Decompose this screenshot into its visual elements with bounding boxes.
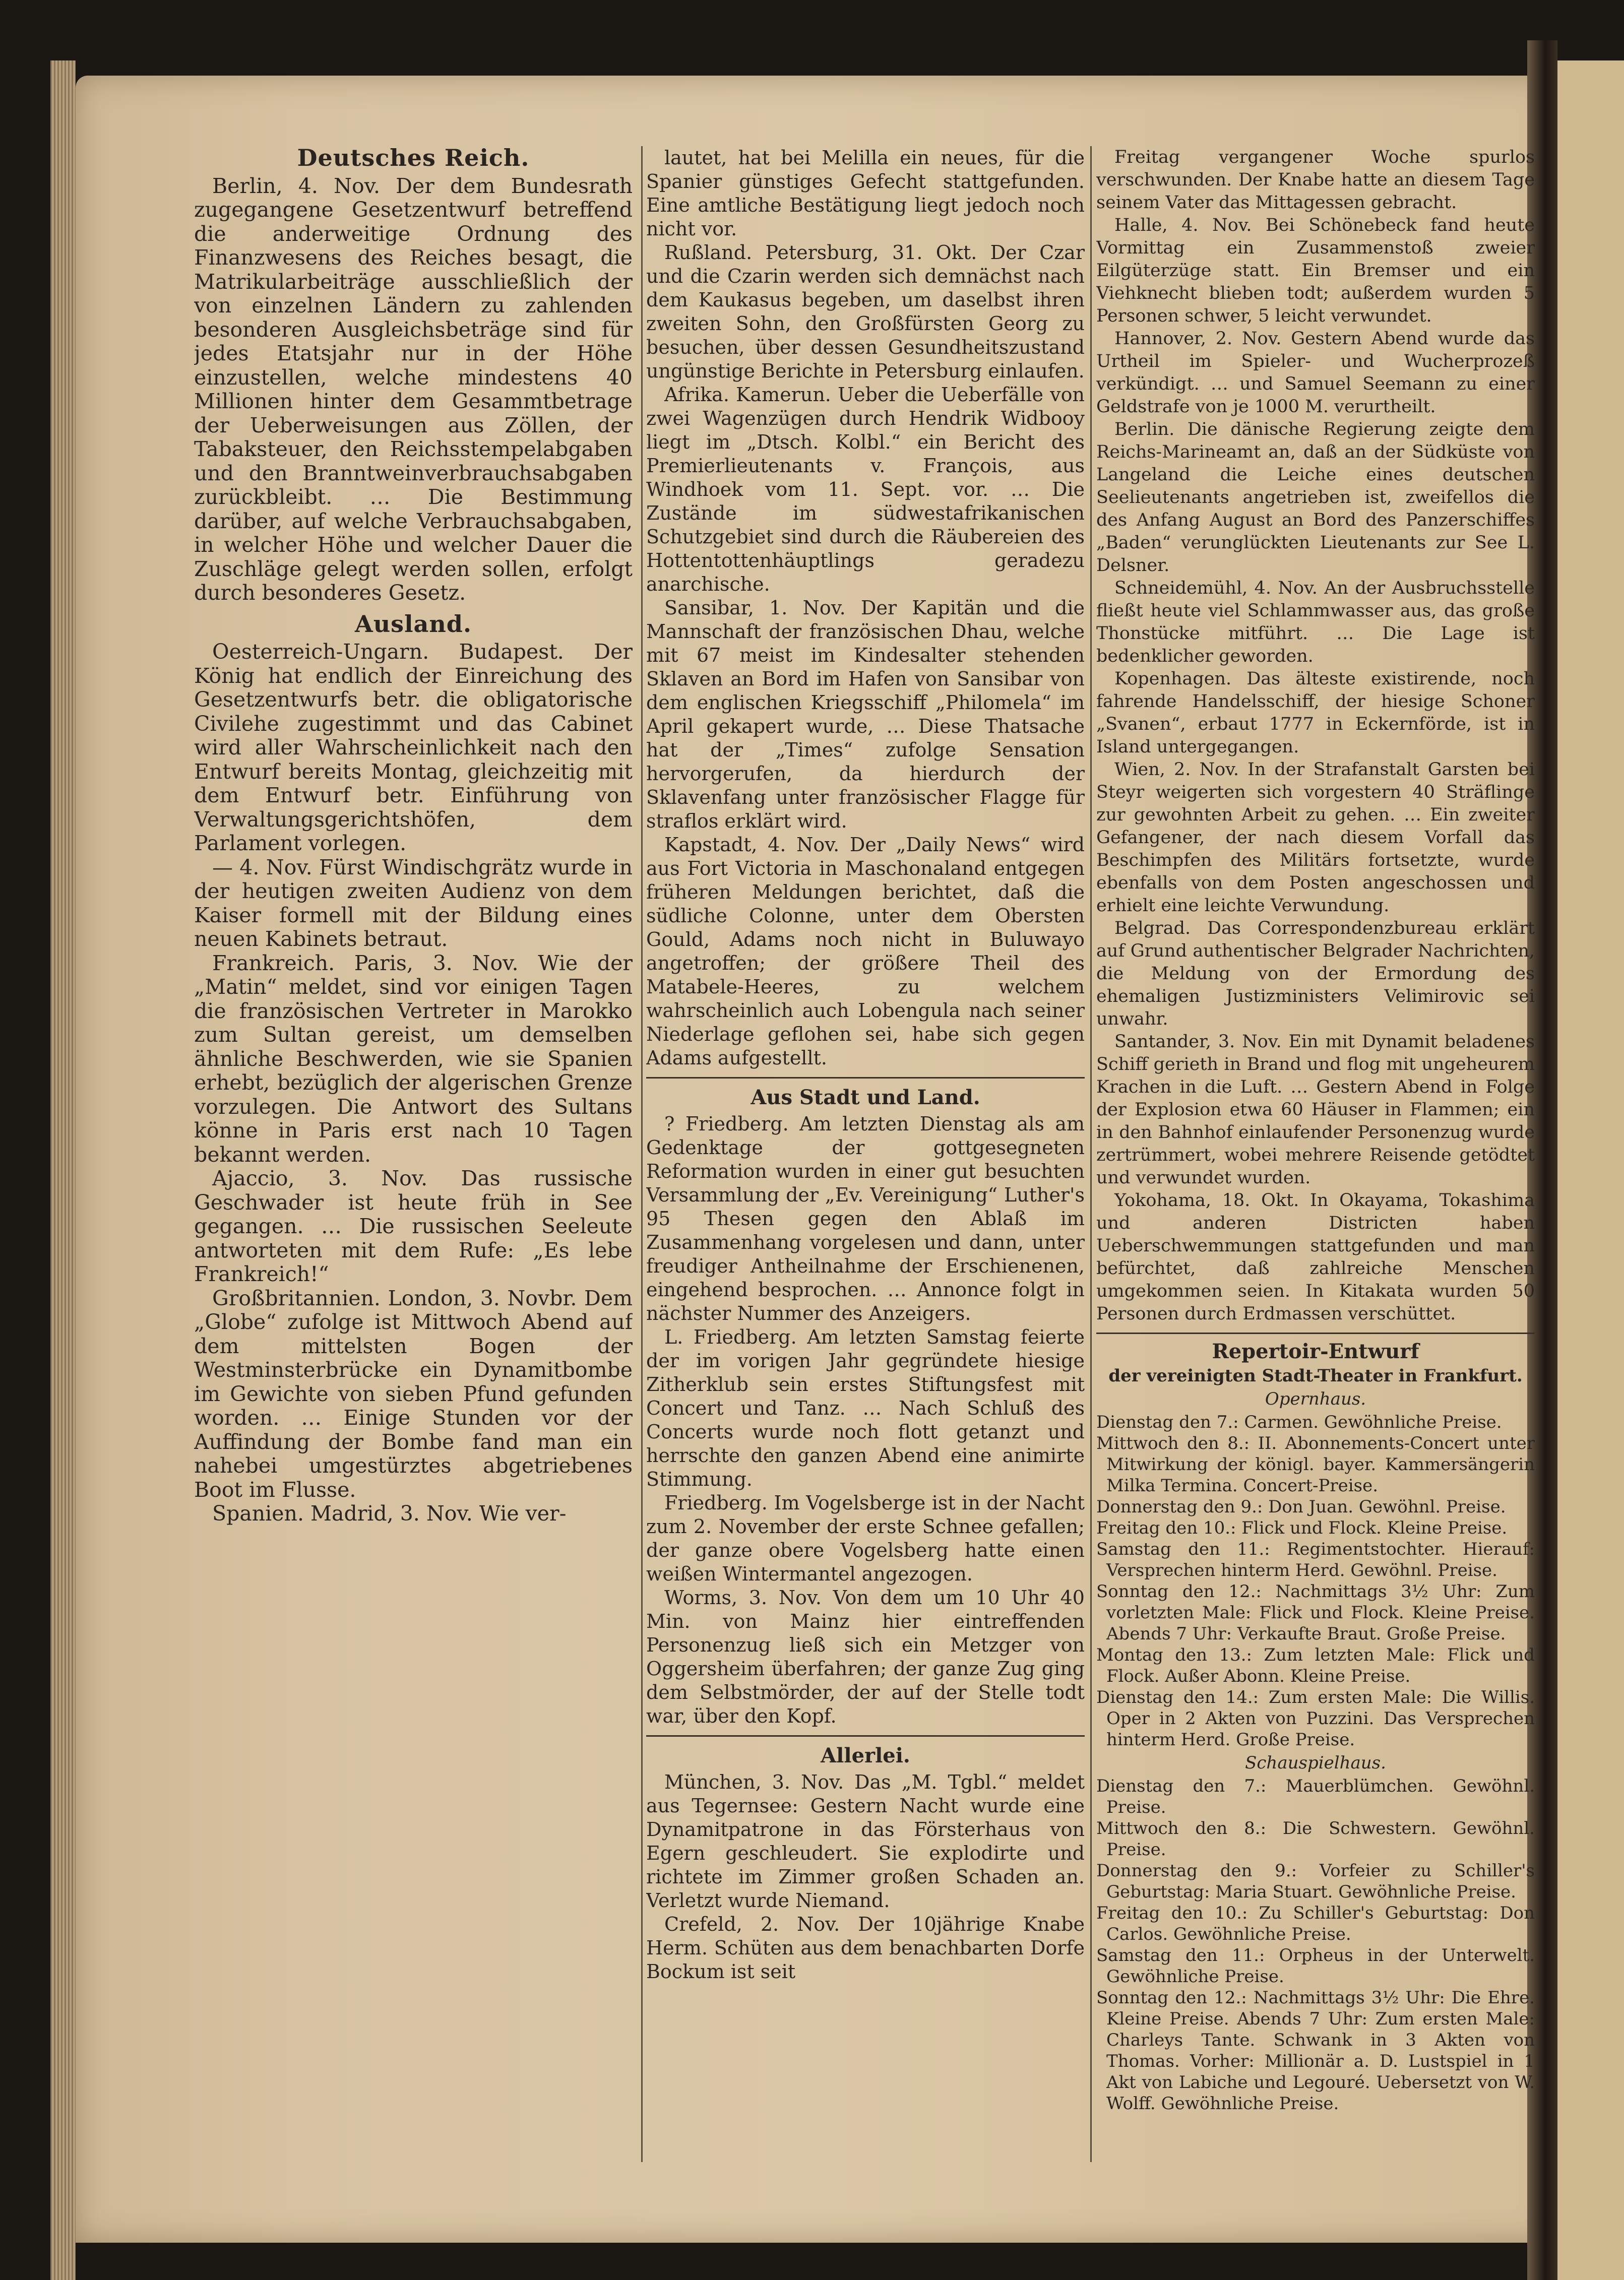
section-heading-deutsches-reich: Deutsches Reich. [297,146,530,171]
article-paragraph: Santander, 3. Nov. Ein mit Dynamit beladenes Schiff gerieth in Brand und flog mit ungeheurem Krachen in die Luft. … Gestern Abend in Folge der Explosion etwa 60 Häuser in Flammen; ein in den Bahnhof einlaufender Personenzug wurde zertrümmert, wobei mehrere Reisende getödtet und verwundet wurden. [1096,1032,1535,1188]
repertoire-entry: Freitag den 10.: Flick und Flock. Kleine Preise. [1096,1518,1508,1538]
repertoire-entry: Donnerstag den 9.: Don Juan. Gewöhnl. Preise. [1096,1497,1506,1517]
repertoire-entry: Dienstag den 7.: Carmen. Gewöhnliche Preise. [1096,1412,1502,1432]
article-paragraph: München, 3. Nov. Das „M. Tgbl.“ meldet aus Tegernsee: Gestern Nacht wurde eine Dynamitpatrone in das Försterhaus von Egern geschleudert. Sie explodirte und richtete im Zimmer großen Schaden an. Verletzt wurde Niemand. [646,1771,1085,1912]
article-paragraph: Friedberg. Im Vogelsberge ist in der Nacht zum 2. November der erste Schnee gefallen; der ganze obere Vogelsberg hatte einen weißen Wintermantel angezogen. [646,1492,1085,1585]
repertoire-subheading: der vereinigten Stadt-Theater in Frankfurt. [1108,1366,1523,1386]
repertoire-entry: Montag den 13.: Zum letzten Male: Flick und Flock. Außer Abonn. Kleine Preise. [1096,1645,1535,1686]
article-paragraph: Großbritannien. London, 3. Novbr. Dem „Globe“ zufolge ist Mittwoch Abend auf dem mittelsten Bogen der Westminsterbrücke ein Dynamitbombe im Gewichte von sieben Pfund gefunden worden. … Einige Stunden vor der Auffindung der Bombe fand man ein nahebei umgestürztes abgetriebenes Boot im Flusse. [194,1286,633,1502]
repertoire-entry: Freitag den 10.: Zu Schiller's Geburtstag: Don Carlos. Gewöhnliche Preise. [1096,1903,1535,1944]
article-paragraph: Belgrad. Das Correspondenzbureau erklärt auf Grund authentischer Belgrader Nachrichten, die Meldung von der Ermordung des ehemaligen Justizministers Velimirovic sei unwahr. [1096,918,1535,1029]
theatre-repertoire [1096,1341,1535,2114]
article-paragraph: Ajaccio, 3. Nov. Das russische Geschwader ist heute früh in See gegangen. … Die russischen Seeleute antworteten mit dem Rufe: „Es lebe Frankreich!“ [194,1166,633,1286]
article-paragraph: Crefeld, 2. Nov. Der 10jährige Knabe Herm. Schüten aus dem benachbarten Dorfe Bockum ist seit [646,1913,1085,1983]
section-rule [646,1077,1085,1079]
article-paragraph: Kapstadt, 4. Nov. Der „Daily News“ wird aus Fort Victoria in Maschonaland entgegen früheren Meldungen berichtet, daß die südliche Colonne, unter dem Obersten Gould, Adams noch nicht in Buluwayo angetroffen; der größere Theil des Matabele-Heeres, zu welchem wahrscheinlich auch Lobengula nach seiner Niederlage geflohen sei, habe sich gegen Adams aufgestellt. [646,834,1085,1069]
article-paragraph: Schneidemühl, 4. Nov. An der Ausbruchsstelle fließt heute viel Schlammwasser aus, das große Thonstücke mitführt. … Die Lage ist bedenklicher geworden. [1096,578,1535,666]
article-paragraph: Hannover, 2. Nov. Gestern Abend wurde das Urtheil im Spieler- und Wucherprozeß verkündigt. … und Samuel Seemann zu einer Geldstrafe von je 1000 M. verurtheilt. [1096,329,1535,417]
article-paragraph: Frankreich. Paris, 3. Nov. Wie der „Matin“ meldet, sind vor einigen Tagen die französischen Vertreter in Marokko zum Sultan gereist, um demselben ähnliche Beschwerden, wie sie Spanien erhebt, bezüglich der algerischen Grenze vorzulegen. Die Antwort des Sultans könne in Paris erst nach 10 Tagen bekannt werden. [194,951,633,1167]
book-page-edges [50,60,76,2280]
repertoire-entry: Samstag den 11.: Orpheus in der Unterwelt. Gewöhnliche Preise. [1096,1945,1535,1987]
article-paragraph: ? Friedberg. Am letzten Dienstag als am Gedenktage der gottgesegneten Reformation wurden in einer gut besuchten Versammlung der „Ev. Vereinigung“ Luther's 95 Thesen gegen den Ablaß im Zusammenhang vorgelesen und dann, unter freudiger Antheilnahme der Erschienenen, eingehend besprochen. … Annonce folgt in nächster Nummer des Anzeigers. [646,1113,1085,1324]
opera-house-heading: Opernhaus. [1265,1389,1366,1409]
repertoire-entry: Sonntag den 12.: Nachmittags 3½ Uhr: Die Ehre. Kleine Preise. Abends 7 Uhr: Zum ersten Male: Charleys Tante. Schwank in 3 Akten von Thomas. Vorher: Millionär a. D. Lustspiel in 1 Akt von Labiche und Legouré. Uebersetzt von W. Wolff. Gewöhnliche Preise. [1096,1988,1535,2114]
section-heading-ausland: Ausland. [355,610,472,638]
column-3 [1096,146,1535,2172]
article-paragraph: lautet, hat bei Melilla ein neues, für die Spanier günstiges Gefecht stattgefunden. Eine amtliche Bestätigung liegt jedoch noch nicht vor. [646,147,1085,240]
article-paragraph: Halle, 4. Nov. Bei Schönebeck fand heute Vormittag ein Zusammenstoß zweier Eilgüterzüge statt. Ein Bremser und ein Viehknecht blieben todt; außerdem wurden 5 Personen schwer, 5 leicht verwundet. [1096,215,1535,326]
article-paragraph: Berlin, 4. Nov. Der dem Bundesrath zugegangene Gesetzentwurf betreffend die anderweitige Ordnung des Finanzwesens des Reiches besagt, die Matrikularbeiträge ausschließlich der von einzelnen Ländern zu zahlenden besonderen Ausgleichsbeträge sind für jedes Etatsjahr nur in der Höhe einzustellen, welche mindestens 40 Millionen hinter dem Gesammtbetrage der Ueberweisungen aus Zöllen, der Tabaksteuer, den Reichsstempelabgaben und den Branntweinverbrauchsabgaben zurückbleibt. … Die Bestimmung darüber, auf welche Verbrauchsabgaben, in welcher Höhe und welcher Dauer die Zuschläge gelegt werden sollen, erfolgt durch besonderes Gesetz. [194,173,633,605]
article-paragraph: — 4. Nov. Fürst Windischgrätz wurde in der heutigen zweiten Audienz von dem Kaiser formell mit der Bildung eines neuen Kabinets betraut. [194,855,633,951]
article-paragraph: Freitag vergangener Woche spurlos verschwunden. Der Knabe hatte an diesem Tage seinem Vater das Mittagessen gebracht. [1096,147,1535,213]
repertoire-entry: Dienstag den 14.: Zum ersten Male: Die Willis. Oper in 2 Akten von Puzzini. Das Versprechen hinterm Herd. Große Preise. [1096,1687,1535,1750]
playhouse-heading: Schauspielhaus. [1245,1753,1386,1773]
repertoire-entry: Mittwoch den 8.: II. Abonnements-Concert unter Mitwirkung der königl. bayer. Kammersängerin Milka Termina. Concert-Preise. [1096,1433,1535,1496]
repertoire-heading: Repertoir-Entwurf [1212,1340,1419,1363]
article-paragraph: Worms, 3. Nov. Von dem um 10 Uhr 40 Min. von Mainz hier eintreffenden Personenzug ließ sich ein Metzger von Oggersheim überfahren; der ganze Zug ging dem Selbstmörder, der auf der Stelle todt war, über den Kopf. [646,1587,1085,1727]
article-paragraph: L. Friedberg. Am letzten Samstag feierte der im vorigen Jahr gegründete hiesige Zitherklub sein erstes Stiftungsfest mit Concert und Tanz. … Nach Schluß des Concerts wurde noch flott getanzt und herrschte den ganzen Abend eine animirte Stimmung. [646,1326,1085,1490]
column-divider [641,146,643,2162]
column-divider [1090,146,1092,2162]
column-2 [646,146,1085,2172]
section-rule [646,1735,1085,1737]
article-paragraph: Kopenhagen. Das älteste existirende, noch fahrende Handelsschiff, der hiesige Schoner „Svanen“, erbaut 1777 in Eckernförde, ist in Island untergegangen. [1096,669,1535,757]
article-paragraph: Wien, 2. Nov. In der Strafanstalt Garsten bei Steyr weigerten sich vorgestern 40 Sträflinge zur gewohnten Arbeit zu gehen. … Ein zweiter Gefangener, der nach diesem Vorfall das Beschimpfen des Militärs fortsetzte, wurde ebenfalls von dem Posten angeschossen und erhielt eine leichte Verwundung. [1096,759,1535,916]
repertoire-entry: Dienstag den 7.: Mauerblümchen. Gewöhnl. Preise. [1096,1776,1535,1817]
section-heading-allerlei: Allerlei. [821,1744,910,1767]
article-paragraph: Sansibar, 1. Nov. Der Kapitän und die Mannschaft der französischen Dhau, welche mit 67 meist im Kindesalter stehenden Sklaven an Bord im Hafen von Sansibar von dem englischen Kriegsschiff „Philomela“ im April gekapert wurde, … Diese Thatsache hat der „Times“ zufolge Sensation hervorgerufen, da hierdurch der Sklavenfang unter französischer Flagge für straflos erklärt wird. [646,597,1085,832]
article-paragraph: Rußland. Petersburg, 31. Okt. Der Czar und die Czarin werden sich demnächst nach dem Kaukasus begeben, um daselbst ihren zweiten Sohn, den Großfürsten Georg zu besuchen, über dessen Gesundheitszustand ungünstige Berichte in Petersburg einlaufen. [646,241,1085,382]
article-paragraph: Afrika. Kamerun. Ueber die Ueberfälle von zwei Wagenzügen durch Hendrik Widbooy liegt im „Dtsch. Kolbl.“ ein Bericht des Premierlieutenants v. François, aus Windhoek vom 11. Sept. vor. … Die Zustände im südwestafrikanischen Schutzgebiet sind durch die Räubereien des Hottentottenhäuptlings geradezu anarchische. [646,384,1085,595]
section-heading-aus-stadt-und-land: Aus Stadt und Land. [751,1086,980,1109]
article-paragraph: Berlin. Die dänische Regierung zeigte dem Reichs-Marineamt an, daß an der Südküste von Langeland die Leiche eines deutschen Seelieutenants angetrieben ist, zweifellos die des Anfang August an Bord des Panzerschiffes „Baden“ verunglückten Lieutenants zur See L. Delsner. [1096,419,1535,576]
section-rule [1096,1333,1535,1334]
repertoire-entry: Donnerstag den 9.: Vorfeier zu Schiller's Geburtstag: Maria Stuart. Gewöhnliche Preise. [1096,1861,1535,1902]
column-1 [194,146,633,2172]
article-paragraph: Spanien. Madrid, 3. Nov. Wie ver- [212,1501,567,1526]
repertoire-entry: Mittwoch den 8.: Die Schwestern. Gewöhnl. Preise. [1096,1818,1535,1860]
repertoire-entry: Sonntag den 12.: Nachmittags 3½ Uhr: Zum vorletzten Male: Flick und Flock. Kleine Preise. Abends 7 Uhr: Verkaufte Braut. Große Preise. [1096,1581,1535,1644]
article-paragraph: Oesterreich-Ungarn. Budapest. Der König hat endlich der Einreichung des Gesetzentwurfs betr. die obligatorische Civilehe zugestimmt und das Cabinet wird aller Wahrscheinlichkeit nach den Entwurf bereits Montag, gleichzeitig mit dem Entwurf betr. Einführung von Verwaltungsgerichtshöfen, dem Parlament vorlegen. [194,640,633,855]
adjacent-page-fragment [1557,60,1624,2280]
repertoire-entry: Samstag den 11.: Regimentstochter. Hierauf: Versprechen hinterm Herd. Gewöhnl. Preise. [1096,1539,1535,1580]
article-paragraph: Yokohama, 18. Okt. In Okayama, Tokashima und anderen Districten haben Ueberschwemmungen stattgefunden und man befürchtet, daß zahlreiche Menschen umgekommen seien. In Kitakata wurden 50 Personen durch Erdmassen verschüttet. [1096,1190,1535,1324]
